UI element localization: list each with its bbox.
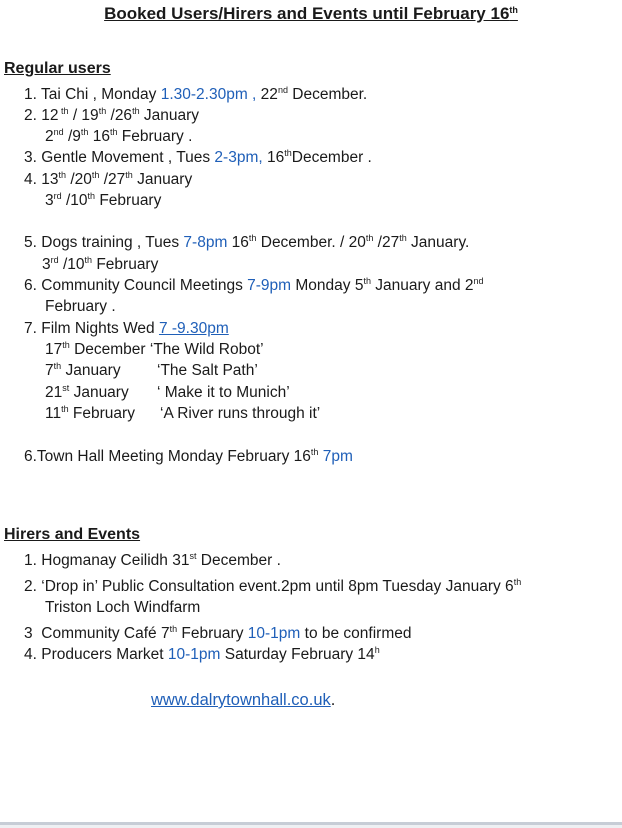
list-item-dates-jan: 2. 12 $^{th}$ / 19th /26th January <box>24 106 200 124</box>
time-range: 10-1pm <box>167 646 221 663</box>
list-item-dates-jan: 4. 13th /20th /27th January <box>24 170 193 188</box>
regular-users-heading: Regular users <box>4 60 111 77</box>
list-item-dogs-training: 5. Dogs training , Tues 7-8pm 16th December. / 20th /27th January. <box>24 233 470 251</box>
list-item-community-council: 6. Community Council Meetings 7-9pm Monday 5th January and 2nd <box>24 276 484 294</box>
time-range: 7 -9.30pm <box>158 320 229 337</box>
list-item-drop-in: 2. ‘Drop in’ Public Consultation event.2pm until 8pm Tuesday January 6th <box>24 577 522 595</box>
list-item-producers-market: 4. Producers Market 10-1pm Saturday February 14$^h$ <box>24 645 380 663</box>
list-item-tai-chi: 1. Tai Chi , Monday 1.30-2.30pm , 22nd December. <box>24 85 368 103</box>
film-row: 11th February <box>45 404 135 422</box>
time-range: 10-1pm <box>247 625 301 642</box>
list-item-town-hall-meeting: 6.Town Hall Meeting Monday February 16th 7pm <box>24 447 353 465</box>
film-row: 7th January <box>45 361 121 379</box>
list-item-community-cafe: 3 Community Café 7th February 10-1pm to be confirmed <box>24 624 412 642</box>
film-row: 21st January <box>45 383 129 401</box>
hirers-events-heading: Hirers and Events <box>4 526 141 543</box>
list-item-continuation: February . <box>45 298 116 315</box>
time-range: 7-8pm <box>183 234 228 251</box>
website: www.dalrytownhall.co.uk. <box>151 691 336 709</box>
list-item-hogmanay: 1. Hogmanay Ceilidh 31st December . <box>24 551 281 569</box>
film-title: ‘ Make it to Munich’ <box>157 384 290 401</box>
website-link[interactable]: www.dalrytownhall.co.uk <box>151 691 331 709</box>
film-title: ‘The Wild Robot’ <box>149 341 264 358</box>
time-range: 1.30-2.30pm , <box>160 86 257 103</box>
list-item-dates-feb: 3rd /10th February <box>42 255 159 273</box>
list-item-gentle-movement: 3. Gentle Movement , Tues 2-3pm, 16thDecember . <box>24 148 372 166</box>
film-row: 17th December ‘The Wild Robot’ <box>45 340 264 358</box>
film-title: ‘The Salt Path’ <box>157 362 258 379</box>
time-range: 7pm <box>318 448 353 465</box>
page-title: Booked Users/Hirers and Events until February 16th <box>104 4 518 23</box>
time-range: 2-3pm, <box>214 149 263 166</box>
list-item-continuation: Triston Loch Windfarm <box>45 599 201 616</box>
time-range: 7-9pm <box>247 277 292 294</box>
list-item-film-nights: 7. Film Nights Wed 7 -9.30pm <box>24 320 229 337</box>
list-item-dates-feb: 2nd /9th 16th February . <box>45 127 193 145</box>
list-item-dates-feb: 3rd /10th February <box>45 191 162 209</box>
film-title: ‘A River runs through it’ <box>160 405 321 422</box>
